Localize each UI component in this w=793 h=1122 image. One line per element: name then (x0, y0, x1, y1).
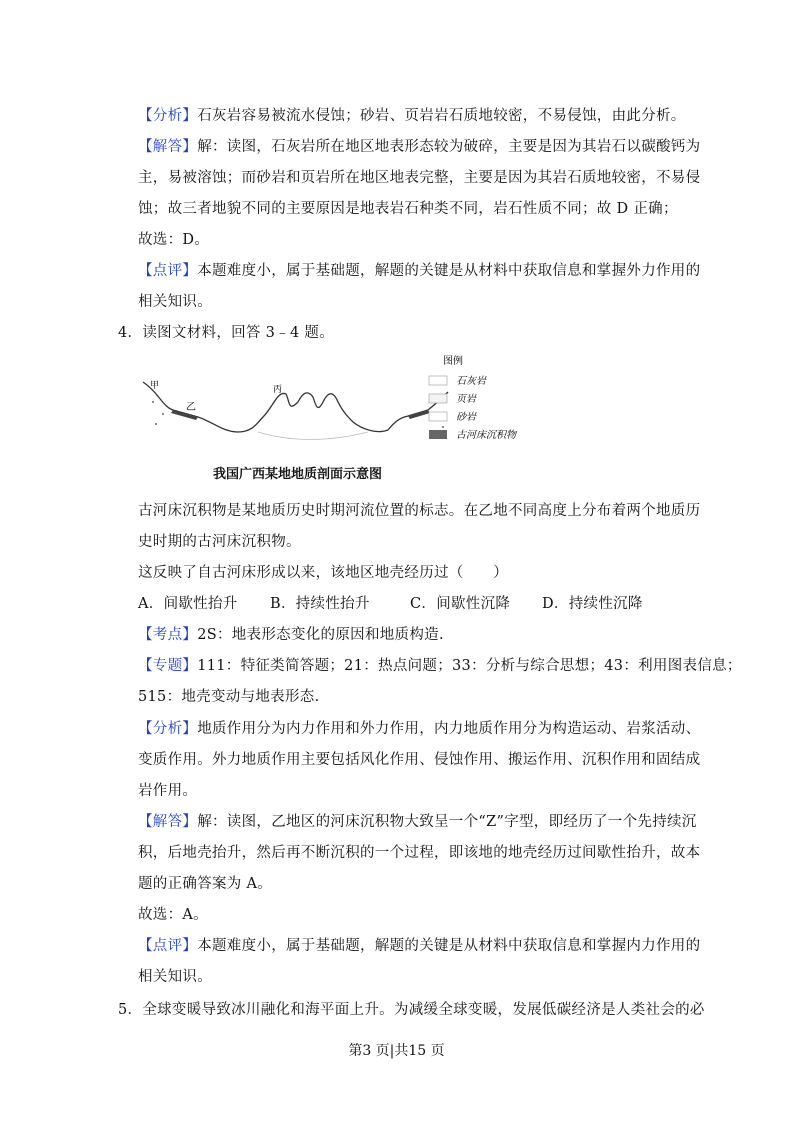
text-line (138, 903, 208, 924)
page-footer: 第3 页|共15 页 (348, 1043, 445, 1059)
text-line (138, 197, 678, 218)
section-tag: 【分析】 (138, 108, 198, 124)
line-text: 515：地壳变动与地表形态. (138, 689, 320, 705)
line-text: 史时期的古河床沉积物。 (138, 534, 301, 550)
line-text: 相关知识。 (138, 294, 212, 310)
line-text: 2S：地表形态变化的原因和地质构造. (197, 627, 444, 643)
section-tag: 【点评】 (138, 263, 198, 279)
text-line (138, 779, 197, 800)
label-jia: 甲 (150, 381, 160, 391)
legend (429, 354, 518, 441)
section-tag: 【考点】 (138, 627, 198, 643)
line-text: 这反映了自古河床形成以来，该地区地壳经历过（ ） (138, 565, 508, 581)
text-line (138, 166, 700, 187)
legend-title: 图例 (443, 356, 463, 367)
text-line (138, 717, 700, 738)
text-line (138, 561, 508, 582)
section-tag: 【专题】 (138, 658, 198, 674)
geologic-cross-section-figure (138, 352, 568, 452)
section-tag: 【点评】 (138, 938, 198, 954)
line-text: 题的正确答案为 A。 (138, 876, 273, 892)
text-line (118, 321, 334, 342)
label-yi: 乙 (186, 402, 196, 413)
option-d: D．持续性沉降 (542, 596, 643, 612)
legend-limestone: 石灰岩 (456, 376, 486, 387)
text-line (138, 228, 209, 249)
line-text: 本题难度小，属于基础题，解题的关键是从材料中获取信息和掌握内力作用的 (197, 938, 701, 954)
text-line (138, 654, 742, 675)
line-text: 石灰岩容易被流水侵蚀；砂岩、页岩岩石质地较密，不易侵蚀，由此分析。 (197, 108, 686, 124)
legend-sandstone: 砂岩 (456, 412, 476, 423)
label-bing: 丙 (273, 385, 283, 395)
text-line (138, 685, 319, 706)
line-text: 地质作用分为内力作用和外力作用，内力地质作用分为构造运动、岩浆活动、 (197, 721, 701, 737)
line-text: 5．全球变暖导致冰川融化和海平面上升。为减缓全球变暖，发展低碳经济是人类社会的必 (118, 1002, 705, 1018)
text-line (138, 259, 700, 280)
line-text: 积，后地壳抬升，然后再不断沉积的一个过程，即该地的地壳经历过间歇性抬升，故本 (138, 845, 701, 861)
section-tag: 【解答】 (138, 139, 198, 155)
line-text: 古河床沉积物是某地质历史时期河流位置的标志。在乙地不同高度上分布着两个地质历 (138, 503, 701, 519)
legend-riverbed-deposit: 古河床沉积物 (456, 430, 516, 441)
text-line (138, 841, 700, 862)
text-line (138, 104, 686, 125)
option-b: B．持续性抬升 (270, 596, 370, 612)
text-line (138, 872, 272, 893)
option-c: C．间歇性沉降 (410, 596, 511, 612)
line-text: 解：读图，乙地区的河床沉积物大致呈一个“Z”字型，即经历了一个先持续沉 (197, 814, 697, 830)
line-text: 变质作用。外力地质作用主要包括风化作用、侵蚀作用、搬运作用、沉积作用和固结成 (138, 752, 701, 768)
line-text: 解：读图，石灰岩所在地区地表形态较为破碎，主要是因为其岩石以碳酸钙为 (197, 139, 701, 155)
answer-options (138, 592, 643, 613)
text-line (118, 998, 705, 1019)
text-line (138, 135, 700, 156)
text-line (138, 965, 212, 986)
line-text: 相关知识。 (138, 969, 212, 985)
text-line (138, 499, 700, 520)
text-line (138, 530, 301, 551)
text-line (138, 623, 444, 644)
section-tag: 【分析】 (138, 721, 198, 737)
text-line (138, 934, 700, 955)
line-text: 主，易被溶蚀；而砂岩和页岩所在地区地表完整，主要是因为其岩石质地较密，不易侵 (138, 170, 701, 186)
text-line (138, 810, 697, 831)
text-line (138, 748, 700, 769)
line-text: 4．读图文材料，回答 3﹣4 题。 (118, 325, 334, 341)
line-text: 故选：A。 (138, 907, 208, 923)
cross-section (143, 380, 448, 440)
text-line (138, 290, 212, 311)
section-tag: 【解答】 (138, 814, 198, 830)
line-text: 本题难度小，属于基础题，解题的关键是从材料中获取信息和掌握外力作用的 (197, 263, 701, 279)
line-text: 蚀；故三者地貌不同的主要原因是地表岩石种类不同，岩石性质不同；故 D 正确； (138, 201, 678, 217)
line-text: 故选：D。 (138, 232, 210, 248)
line-text: 岩作用。 (138, 783, 198, 799)
legend-shale: 页岩 (456, 394, 476, 405)
figure-caption: 我国广西某地地质剖面示意图 (213, 467, 383, 482)
line-text: 111：特征类简答题；21：热点问题；33：分析与综合思想；43：利用图表信息； (197, 658, 742, 674)
option-a: A．间歇性抬升 (138, 596, 238, 612)
